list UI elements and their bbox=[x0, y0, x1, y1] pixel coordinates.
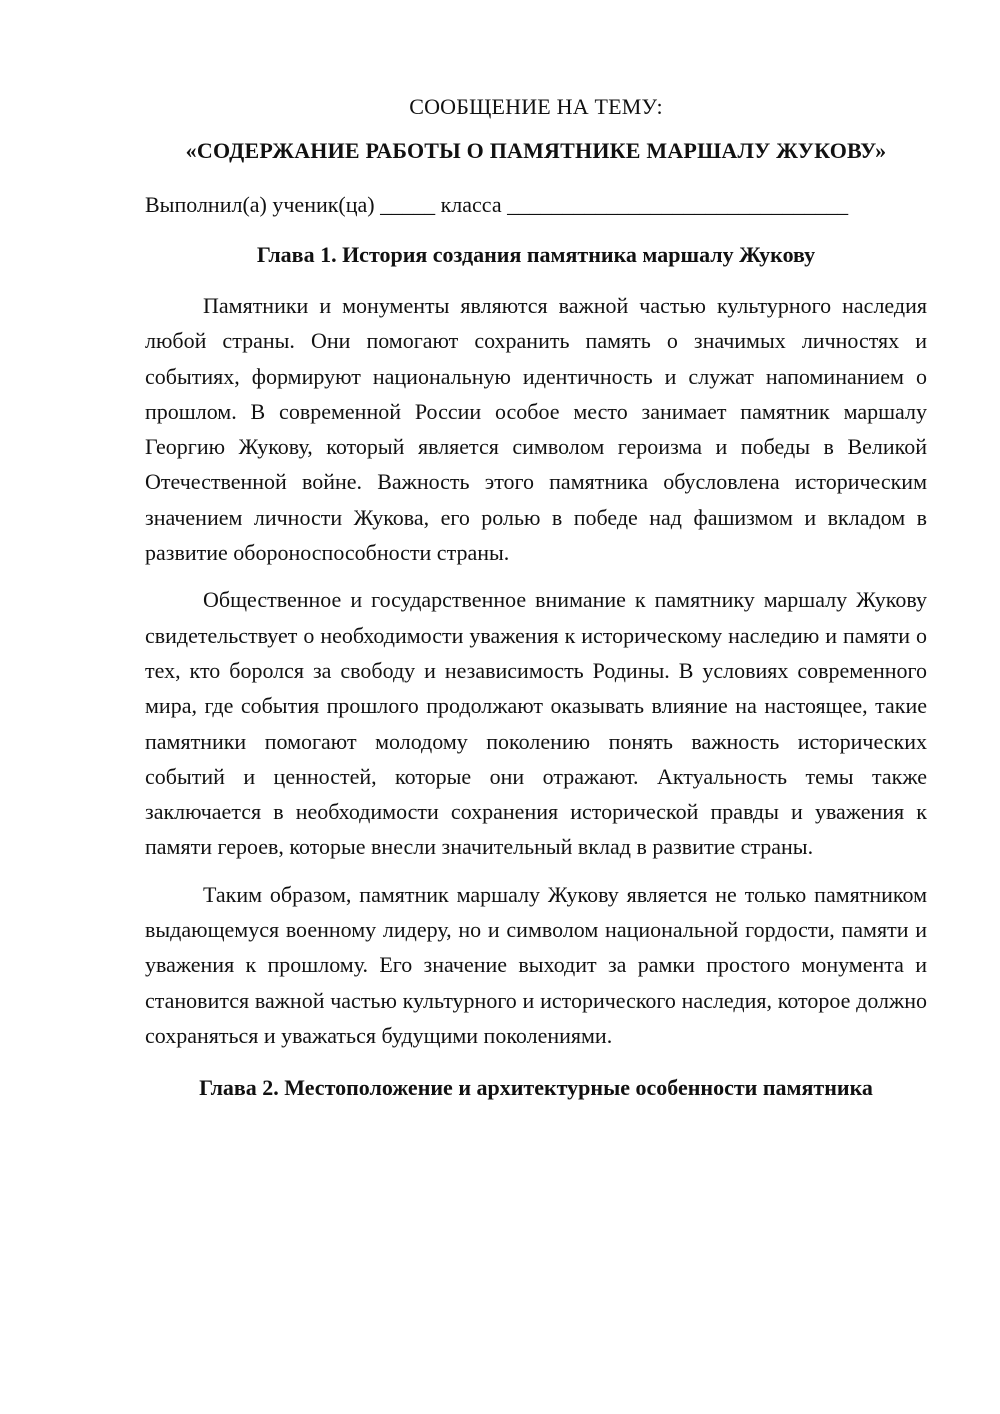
document-title-line-1: СООБЩЕНИЕ НА ТЕМУ: bbox=[409, 94, 663, 119]
chapter-1-paragraph-2: Общественное и государственное внимание к памятнику маршалу Жукову свидетельствует о необходимости уважения к историческому наследию и памяти о тех, кто боролся за свободу и независимость Родины. В условиях современного мира, где события прошлого продолжают оказывать влияние на настоящее, такие памятники помогают молодому поколению понять важность исторических событий и ценностей, которые они отражают. Актуальность темы также заключается в необходимости сохранения исторической правды и уважения к памяти героев, которые внесли значительный вклад в развитие страны. bbox=[145, 587, 927, 860]
author-line: Выполнил(а) ученик(ца) _____ класса _______________________________ bbox=[145, 192, 849, 217]
document-title-line-2: «СОДЕРЖАНИЕ РАБОТЫ О ПАМЯТНИКЕ МАРШАЛУ ЖУКОВУ» bbox=[185, 138, 887, 163]
chapter-1-heading: Глава 1. История создания памятника маршалу Жукову bbox=[256, 242, 816, 267]
chapter-2-heading: Глава 2. Местоположение и архитектурные особенности памятника bbox=[199, 1075, 873, 1101]
chapter-1-paragraph-3: Таким образом, памятник маршалу Жукову является не только памятником выдающемуся военному лидеру, но и символом национальной гордости, памяти и уважения к прошлому. Его значение выходит за рамки простого монумента и становится важной частью культурного и исторического наследия, которое должно сохраняться и уважаться будущими поколениями. bbox=[145, 881, 927, 1048]
chapter-1-paragraph-1: Памятники и монументы являются важной частью культурного наследия любой страны. Они помогают сохранить память о значимых личностях и событиях, формируют национальную идентичность и служат напоминанием о прошлом. В современной России особое место занимает памятник маршалу Георгию Жукову, который является символом героизма и победы в Великой Отечественной войне. Важность этого памятника обусловлена историческим значением личности Жукова, его ролью в победе над фашизмом и вкладом в развитие обороноспособности страны. bbox=[145, 293, 927, 566]
